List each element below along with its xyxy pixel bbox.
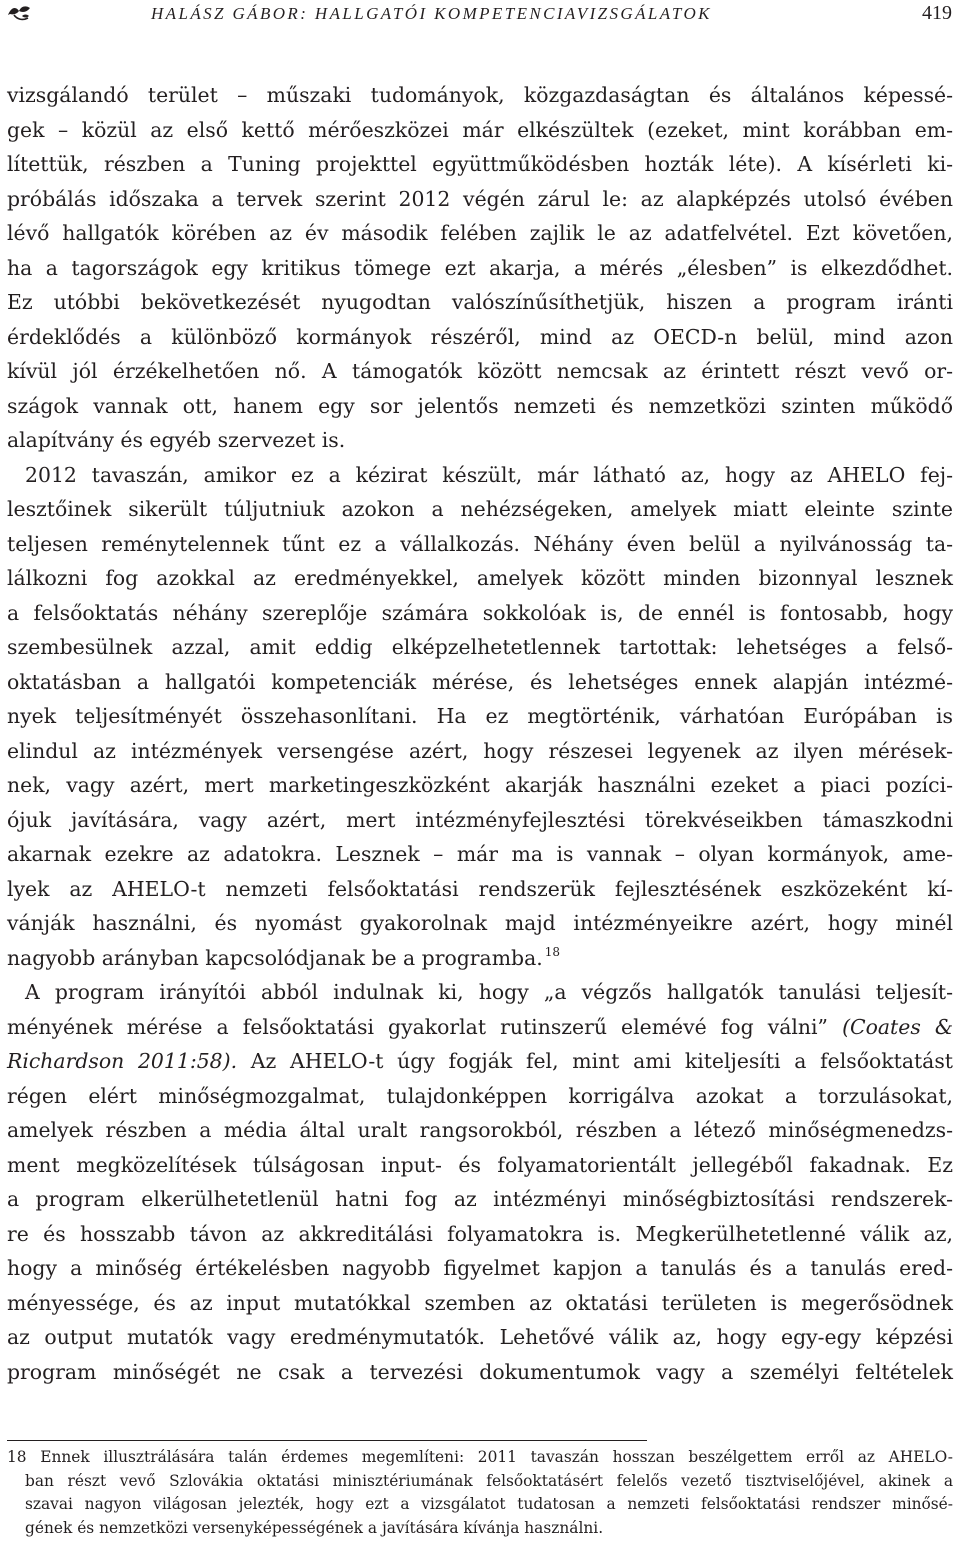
text-line: 2012 tavaszán, amikor ez a kézirat készült, már látható az, hogy az AHELO fej- (25, 462, 953, 487)
text-line: amelyek részben a média által uralt rangsorokból, részben a létező minőségmenedzs- (7, 1118, 953, 1142)
text-line: teljesen reménytelennek tűnt ez a vállalkozás. Néhány éven belül a nyilvánosság ta- (7, 531, 953, 556)
page-number: 419 (922, 2, 952, 24)
text-line: lálkozni fog azokkal az eredményekkel, amelyek között minden bizonnyal lesznek (7, 566, 953, 590)
text-line: érdeklődés a különböző kormányok részéről, mind az OECD-n belül, mind azon (7, 324, 953, 349)
text-line: lítettük, részben a Tuning projekttel együttműködésben hozták léte). A kísérleti ki- (7, 152, 953, 176)
text-line: re és hosszabb távon az akkreditálási folyamatokra is. Megkerülhetetlenné válik az, (7, 1221, 953, 1246)
text-line: szágok vannak ott, hanem egy sor jelentős nemzeti és nemzetközi szinten működő (7, 393, 953, 418)
text-line: ha a tagországok egy kritikus tömege ezt akarja, a mérés „élesben” is elkezdődhet. (7, 255, 953, 280)
text-line: lyek az AHELO-t nemzeti felsőoktatási rendszerük fejlesztésének eszközeként kí- (7, 876, 953, 901)
text-line: ójuk javítására, vagy azért, mert intézményfejlesztési törekvéseikben támaszkodni (7, 807, 953, 832)
footnote-reference: 18 (544, 944, 561, 959)
text-line: oktatásban a hallgatói kompetenciák mérése, és lehetséges ennek alapján intézmé- (7, 669, 953, 694)
text-line: kívül jól érzékelhetően nő. A támogatók között nemcsak az érintett részt vevő or- (7, 359, 953, 383)
footnote-line: 18 Ennek illusztrálására talán érdemes megemlíteni: 2011 tavaszán hosszan beszélgettem erről az AHELO- (7, 1448, 953, 1466)
text-line: hogy a minőség értékelésben nagyobb figyelmet kapjon a tanulás és a tanulás ered- (7, 1256, 953, 1280)
footnotes (7, 1446, 953, 1540)
leaf-ornament-icon (6, 3, 32, 23)
text-line (7, 1010, 953, 1045)
text-line: vánják használni, és nyomást gyakorolnak majd intézményeikre azért, hogy minél (7, 911, 953, 935)
footnote-line: gének és nemzetközi versenyképességének a javítására kívánja használni. (25, 1518, 604, 1537)
text-line-content: nagyobb arányban kapcsolódjanak be a programba. (7, 945, 543, 970)
text-line: ment megközelítések túlságosan input- és folyamatorientált jellegéből fakadnak. Ez (7, 1152, 953, 1177)
text-line: a program elkerülhetetlenül hatni fog az intézményi minőségbiztosítási rendszerek- (7, 1187, 953, 1211)
text-line: lesztőinek sikerült túljutniuk azokon a nehézségeken, amelyek miatt eleinte szinte (7, 497, 953, 521)
text-line-content: ményének mérése a felsőoktatási gyakorlat rutinszerű elemévé fog válni” (7, 1014, 828, 1039)
citation: (Coates & (842, 1014, 953, 1039)
text-line: akarnak ezekre az adatokra. Lesznek – már ma is vannak – olyan kormányok, ame- (7, 842, 953, 866)
text-line: a felsőoktatás néhány szereplője számára sokkolóak is, de ennél is fontosabb, hogy (7, 600, 953, 625)
running-header (0, 0, 960, 36)
text-line: Ez utóbbi bekövetkezését nyugodtan valószínűsíthetjük, hiszen a program iránti (7, 290, 953, 314)
text-line: gek – közül az első kettő mérőeszközei már elkészültek (ezeket, mint korábban em- (7, 117, 953, 142)
text-line: régen elért minőségmozgalmat, tulajdonképpen korrigálva azokat a torzulásokat, (7, 1083, 953, 1108)
text-line: elindul az intézmények versengése azért, hogy részesei legyenek az ilyen mérések- (7, 738, 953, 763)
text-line-with-footnote (7, 941, 953, 976)
citation: Richardson 2011:58). (7, 1049, 238, 1073)
footnote-divider (7, 1440, 647, 1441)
text-line: az output mutatók vagy eredménymutatók. Lehetővé válik az, hogy egy-egy képzési (7, 1325, 953, 1349)
footnote-line: ban részt vevő Szlovákia oktatási minisztériumának felsőoktatásért felelős vezető tisztviselőjével, akinek a (25, 1471, 953, 1490)
text-line: A program irányítói abból indulnak ki, hogy „a végzős hallgatók tanulási teljesít- (25, 980, 953, 1004)
text-line: alapítvány és egyéb szervezet is. (7, 428, 346, 452)
footnote-line: szavai nagyon világosan jelezték, hogy ezt a vizsgálatot tudatosan a nemzeti felsőoktatási rendszer minősé- (25, 1495, 953, 1513)
running-head-title: HALÁSZ GÁBOR: HALLGATÓI KOMPETENCIAVIZSGÁLATOK (151, 4, 712, 23)
text-line: vizsgálandó terület – műszaki tudományok, közgazdaságtan és általános képessé- (7, 83, 953, 107)
text-line: nek, vagy azért, mert marketingeszközként akarják használni ezeket a piaci pozíci- (7, 773, 953, 797)
text-line: szembesülnek azzal, amit eddig elképzelhetetlennek tartottak: lehetséges a felső- (7, 635, 953, 659)
text-line: ményessége, és az input mutatókkal szemben az oktatási területen is megerősödnek (7, 1290, 953, 1315)
text-line: lévő hallgatók körében az év második felében zajlik le az adatfelvétel. Ezt követően, (7, 221, 953, 245)
text-line: program minőségét ne csak a tervezési dokumentumok vagy a személyi feltételek (7, 1359, 953, 1384)
text-line (7, 1044, 953, 1079)
text-line: nyek teljesítményét összehasonlítani. Ha ez megtörténik, várhatóan Európában is (7, 704, 953, 728)
text-line: próbálás időszaka a tervek szerint 2012 végén zárul le: az alapképzés utolsó évében (7, 186, 953, 211)
text-line-content: Az AHELO-t úgy fogják fel, mint ami kiteljesíti a felsőoktatást (237, 1049, 953, 1073)
main-text (7, 78, 953, 1389)
